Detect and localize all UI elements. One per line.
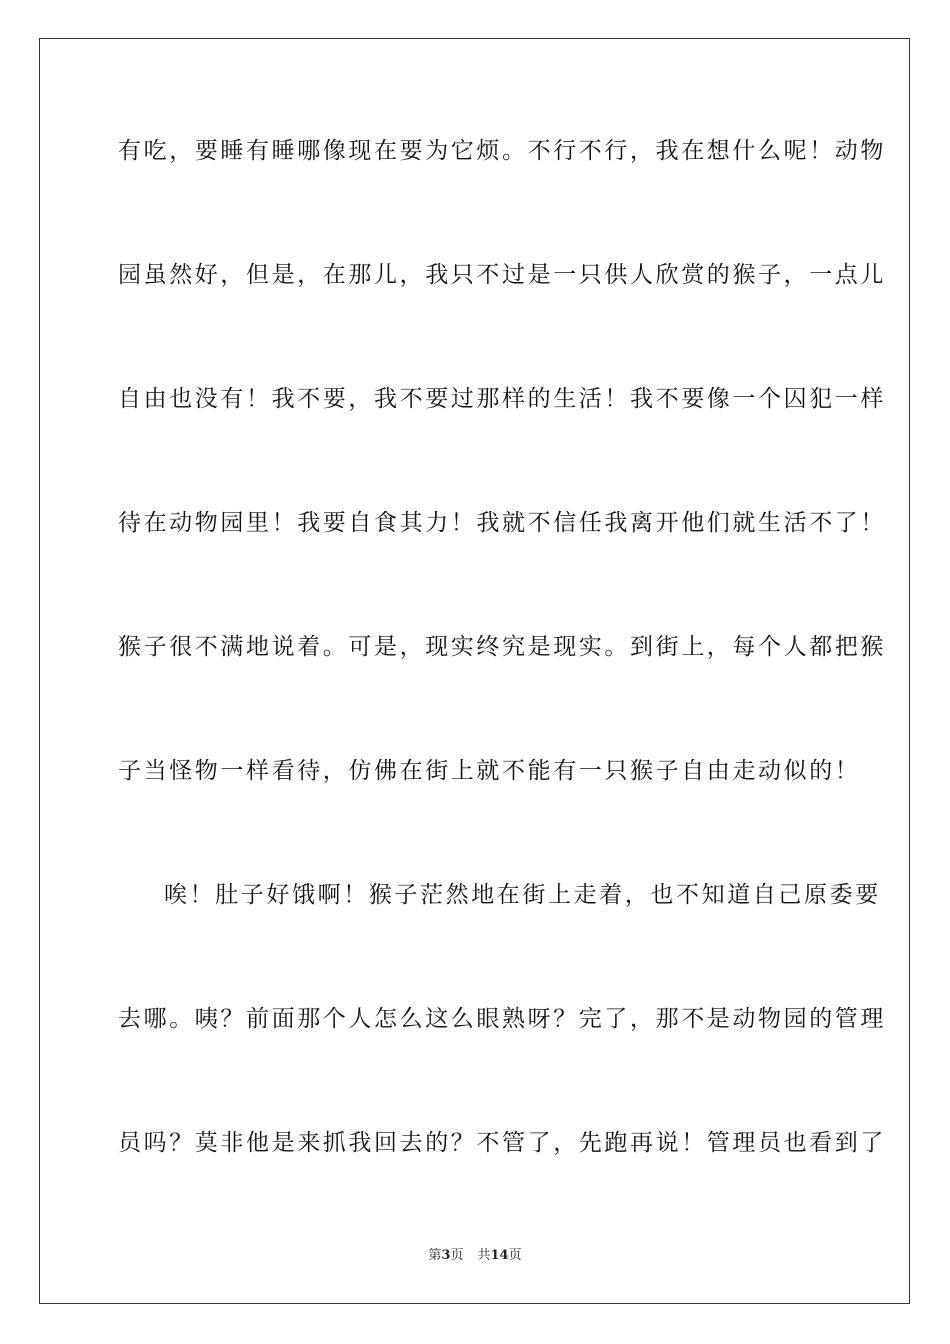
page-suffix: 页 bbox=[450, 1248, 464, 1263]
page-number: 3 bbox=[441, 1248, 451, 1263]
total-prefix: 共 bbox=[477, 1248, 491, 1263]
total-suffix: 页 bbox=[508, 1248, 522, 1263]
page-prefix: 第 bbox=[428, 1248, 442, 1263]
text-line-5: 猴子很不满地说着。可是，现实终究是现实。到街上，每个人都把猴 bbox=[118, 634, 886, 660]
text-line-2: 园虽然好，但是，在那儿，我只不过是一只供人欣赏的猴子，一点儿 bbox=[118, 262, 886, 288]
text-line-6: 子当怪物一样看待，仿佛在街上就不能有一只猴子自由走动似的！ bbox=[118, 758, 861, 784]
text-line-4: 待在动物园里！我要自食其力！我就不信任我离开他们就生活不了！ bbox=[118, 510, 886, 536]
page-border bbox=[39, 38, 910, 1304]
text-line-3: 自由也没有！我不要，我不要过那样的生活！我不要像一个囚犯一样 bbox=[118, 386, 886, 412]
total-pages: 14 bbox=[490, 1248, 509, 1263]
text-line-1: 有吃，要睡有睡哪像现在要为它烦。不行不行，我在想什么呢！动物 bbox=[118, 138, 886, 164]
page-footer bbox=[0, 1248, 950, 1264]
text-line-7: 唉！肚子好饿啊！猴子茫然地在街上走着，也不知道自己原委要 bbox=[164, 882, 881, 908]
text-line-8: 去哪。咦？前面那个人怎么这么眼熟呀？完了，那不是动物园的管理 bbox=[118, 1006, 886, 1032]
text-line-9: 员吗？莫非他是来抓我回去的？不管了，先跑再说！管理员也看到了 bbox=[118, 1130, 886, 1156]
